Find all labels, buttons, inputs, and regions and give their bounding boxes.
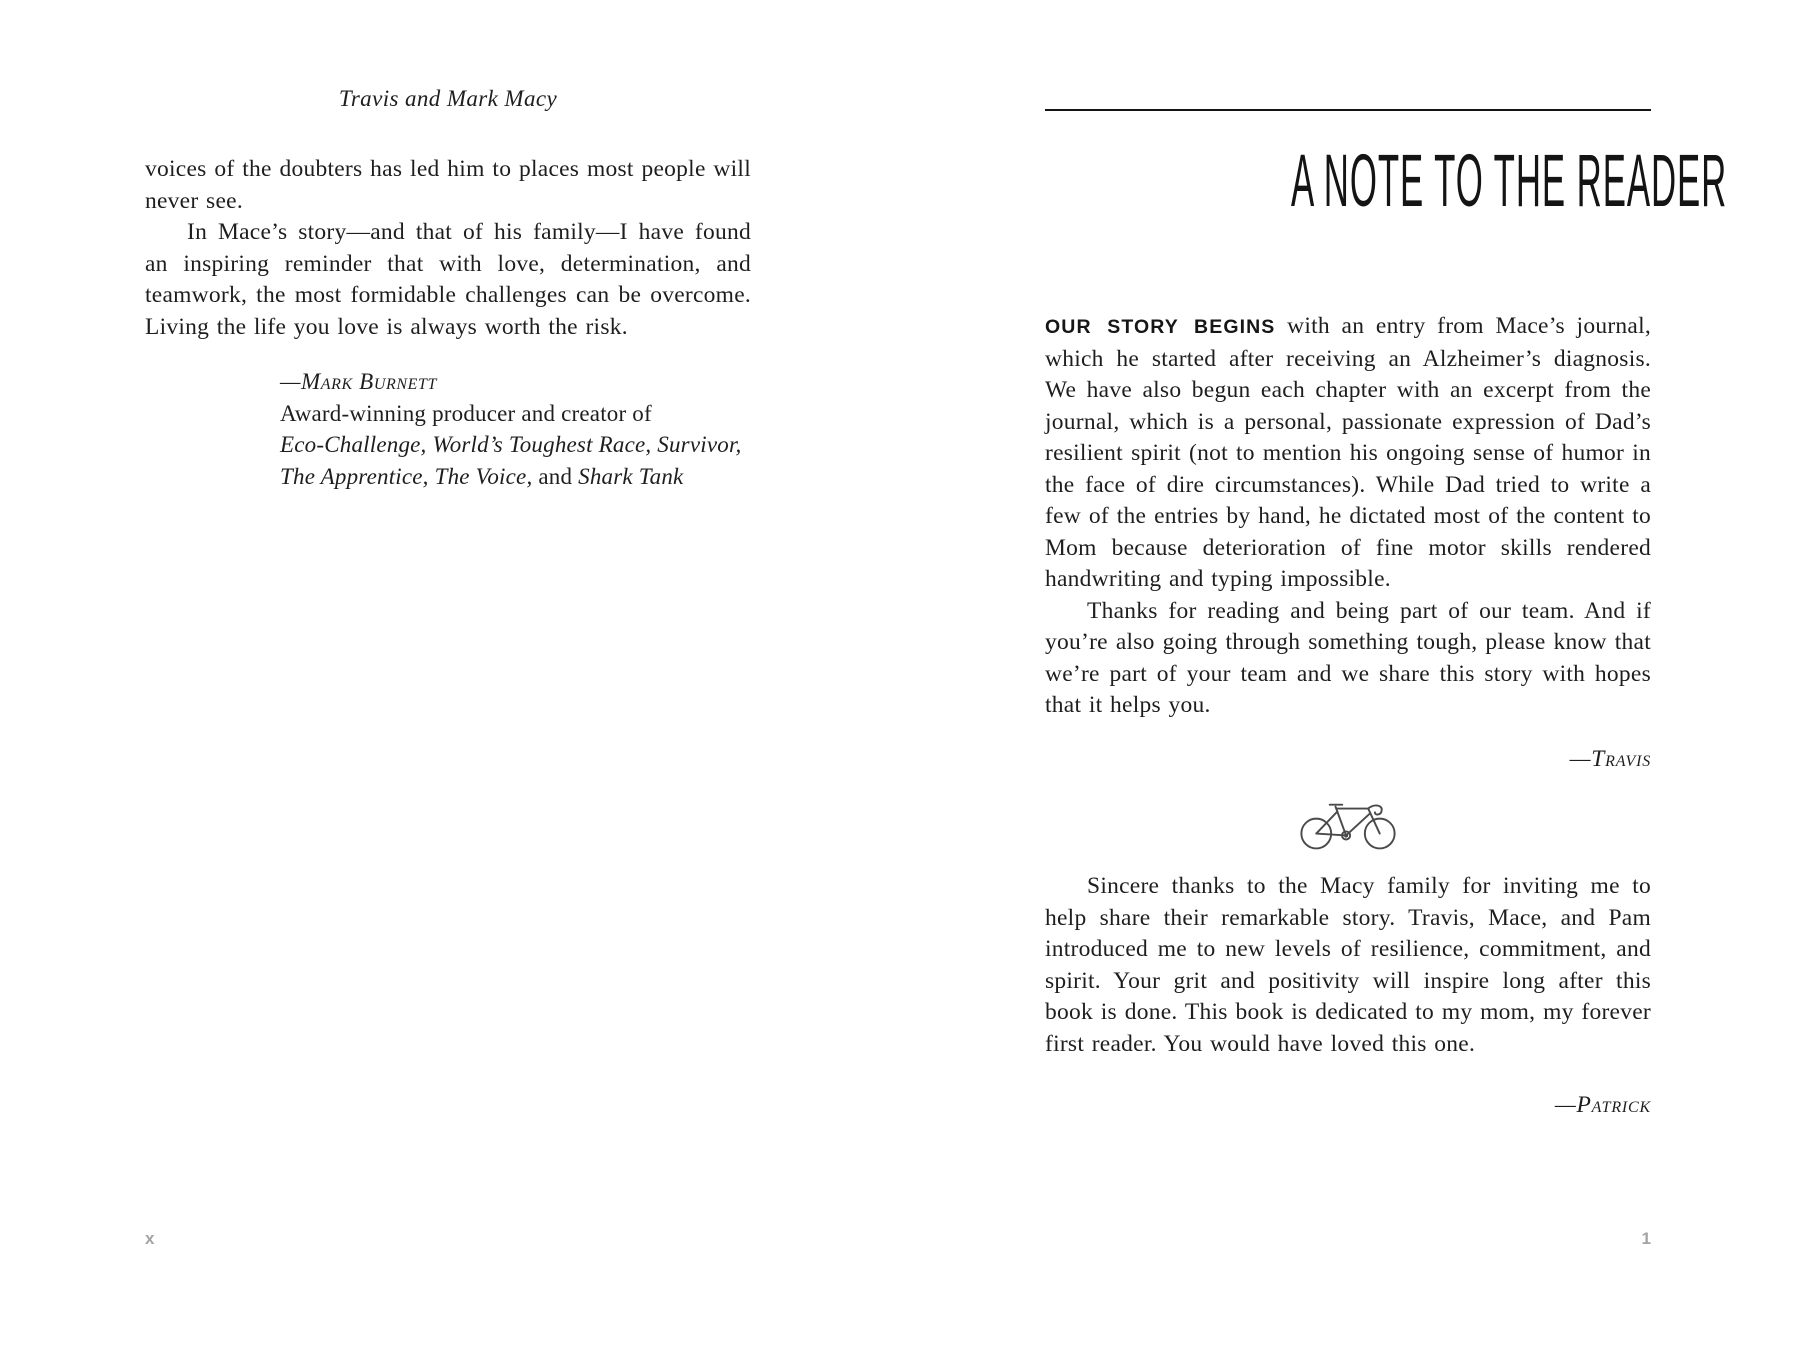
body-paragraph <box>1045 311 1651 596</box>
credits-italic: The Apprentice, The Voice, <box>280 463 533 489</box>
chapter-title-text: A NOTE TO THE READER <box>1290 139 1728 222</box>
attribution-name: —Mark Burnett <box>280 369 437 394</box>
bicycle-icon <box>1298 793 1398 851</box>
chapter-title-rule <box>1045 109 1651 111</box>
left-page-body <box>145 154 751 343</box>
page-number-left: x <box>145 1229 155 1248</box>
running-header: Travis and Mark Macy <box>338 86 558 111</box>
section-divider <box>1045 793 1651 856</box>
body-paragraph: voices of the doubters has led him to places most people will never see. <box>145 156 751 214</box>
credits-italic: Shark Tank <box>578 463 684 489</box>
right-page-body-top <box>1045 311 1651 722</box>
attribution-credits-line2 <box>280 461 760 493</box>
body-paragraph: Sincere thanks to the Macy family for inviting me to help share their remarkable story. Travis, Mace, and Pam introduced me to new levels of resilience, commitment, and spirit. Your grit and positivity will inspire long after this book is done. This book is dedicated to my mom, my forever first reader. You would have loved this one. <box>1045 873 1651 1057</box>
attribution-role: Award-winning producer and creator of <box>280 400 652 426</box>
body-paragraph: In Mace’s story—and that of his family—I have found an inspiring reminder that with love, determination, and teamwork, the most formidable challenges can be overcome. Living the life you love is always worth the risk. <box>145 219 751 340</box>
credits-roman: and <box>532 463 579 489</box>
body-paragraph: Thanks for reading and being part of our team. And if you’re also going through something tough, please know that we’re part of your team and we share this story with hopes that it helps you. <box>1045 597 1651 718</box>
chapter-title <box>1045 138 1728 224</box>
right-page-body-bottom <box>1045 871 1651 1060</box>
signature-patrick: —Patrick <box>1554 1092 1651 1118</box>
paragraph-text: with an entry from Mace’s journal, which he started after receiving an Alzheimer’s diagnosis. We have also begun each chapter with an excerpt from the journal, which is a personal, passionate expression of Dad’s resilient spirit (not to mention his ongoing sense of humor in the face of dire circumstances). While Dad tried to write a few of the entries by hand, he dictated most of the content to Mom because deterioration of fine motor skills rendered handwriting and typing impossible. <box>1045 313 1651 592</box>
paragraph-lead-in: OUR STORY BEGINS <box>1045 316 1276 338</box>
attribution-credits-line1: Eco-Challenge, World’s Toughest Race, Survivor, <box>280 432 742 457</box>
page-number-right: 1 <box>1641 1229 1651 1248</box>
attribution-block <box>280 366 760 492</box>
signature-travis: —Travis <box>1569 746 1651 772</box>
